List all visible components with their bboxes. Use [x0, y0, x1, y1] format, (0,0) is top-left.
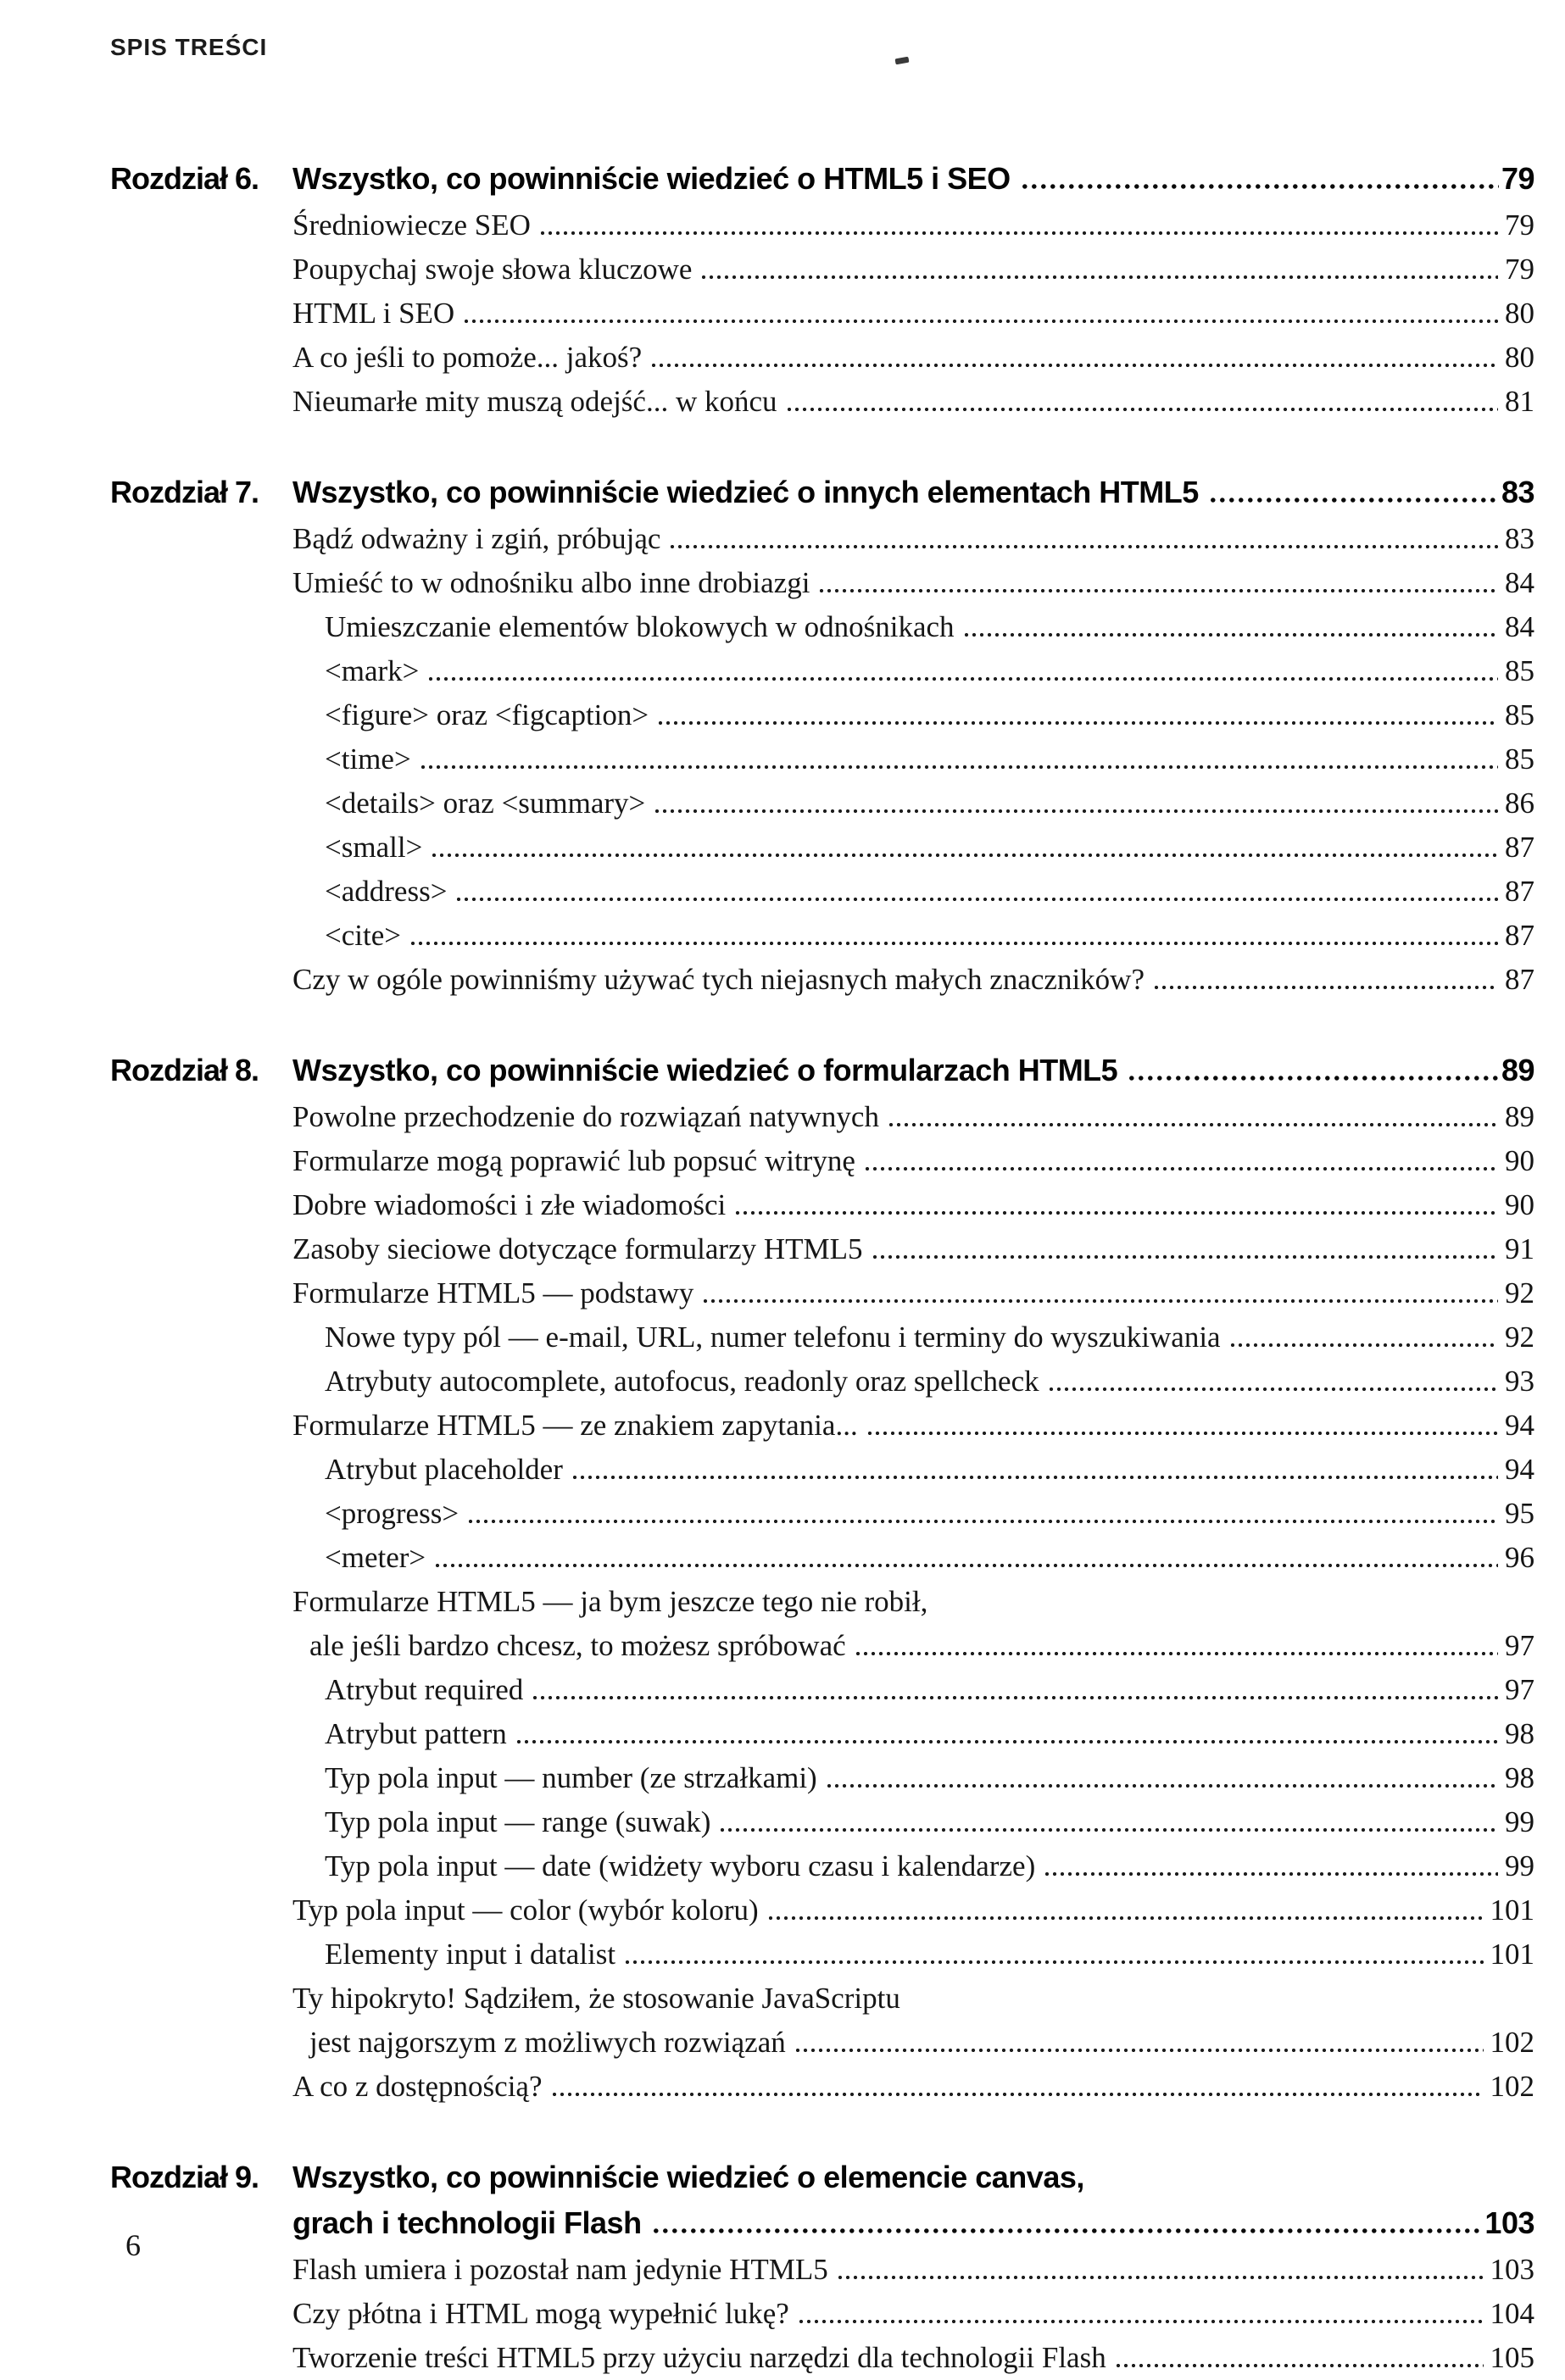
entry-title: Nieumarłe mity muszą odejść... w końcu — [292, 385, 777, 418]
toc-entry — [292, 2065, 1534, 2109]
toc-entry-line — [325, 1932, 1534, 1977]
entry-page-number: 91 — [1505, 1232, 1534, 1265]
toc-entry — [292, 2336, 1534, 2380]
entry-title: Typ pola input — number (ze strzałkami) — [325, 1761, 817, 1794]
toc-entry — [292, 1139, 1534, 1183]
toc-entry — [325, 1536, 1534, 1580]
entry-title: Poupychaj swoje słowa kluczowe — [292, 253, 693, 286]
toc-entry — [325, 781, 1534, 826]
toc-entry — [292, 336, 1534, 380]
toc-entry-line — [292, 2292, 1534, 2336]
entry-page-number: 93 — [1505, 1365, 1534, 1398]
dot-leader — [736, 1211, 1498, 1215]
toc-entry-line — [292, 203, 1534, 247]
entry-title: Atrybut pattern — [325, 1717, 507, 1750]
dot-leader — [838, 2276, 1484, 2279]
dot-leader — [655, 809, 1498, 813]
entry-page-number: 90 — [1505, 1188, 1534, 1221]
dot-leader — [626, 1960, 1483, 1964]
toc-entry — [292, 1404, 1534, 1448]
toc-entry — [292, 561, 1534, 605]
entry-title: <details> oraz <summary> — [325, 787, 646, 820]
dot-leader — [704, 1299, 1498, 1303]
dot-leader — [866, 1167, 1498, 1171]
dot-leader — [652, 364, 1498, 367]
toc-entry-line — [292, 561, 1534, 605]
entry-title: Tworzenie treści HTML5 przy użyciu narzędzi dla technologii Flash — [292, 2341, 1106, 2374]
entry-page-number: 84 — [1505, 566, 1534, 599]
toc-entry-line — [292, 1404, 1534, 1448]
entry-page-number: 94 — [1505, 1453, 1534, 1486]
toc-entry — [292, 380, 1534, 424]
entry-title: Umieszczanie elementów blokowych w odnośnikach — [325, 610, 955, 643]
chapter-page-number: 79 — [1501, 161, 1534, 196]
dot-leader — [465, 320, 1498, 323]
entry-page-number: 102 — [1490, 2026, 1534, 2059]
chapter-entries — [292, 517, 1534, 1002]
toc-entry — [325, 914, 1534, 958]
toc-entry — [292, 958, 1534, 1002]
toc-entry — [292, 1227, 1534, 1271]
toc-entry — [292, 2248, 1534, 2292]
toc-entry — [325, 605, 1534, 649]
chapter-title-block — [292, 2155, 1534, 2246]
entry-page-number: 94 — [1505, 1409, 1534, 1442]
toc-entry-line — [325, 1448, 1534, 1492]
entry-page-number: 97 — [1505, 1629, 1534, 1662]
chapter-title: Wszystko, co powinniście wiedzieć o formularzach HTML5 — [292, 1053, 1118, 1087]
toc-entry-line — [292, 517, 1534, 561]
chapter-label: Rozdział 8. — [110, 1053, 259, 1087]
toc-entry-line — [292, 1183, 1534, 1227]
toc-entry-line — [292, 1977, 1534, 2021]
dot-leader — [827, 1784, 1498, 1788]
dot-leader — [654, 2228, 1483, 2233]
entry-page-number: 92 — [1505, 1276, 1534, 1310]
toc-entry — [325, 1800, 1534, 1844]
toc-entry-line — [325, 1800, 1534, 1844]
entry-title: Formularze HTML5 — podstawy — [292, 1276, 694, 1310]
chapter-row — [110, 470, 1534, 515]
chapter-title-line — [292, 156, 1534, 202]
entry-page-number: 95 — [1505, 1497, 1534, 1530]
chapter-section — [110, 470, 1534, 1002]
toc-entry-line — [292, 1227, 1534, 1271]
entry-title: Formularze HTML5 — ze znakiem zapytania... — [292, 1409, 858, 1442]
page-number: 6 — [125, 2228, 141, 2262]
toc-entry-line — [325, 649, 1534, 693]
entry-title: A co jeśli to pomoże... jakoś? — [292, 341, 643, 374]
entry-title: Umieść to w odnośniku albo inne drobiazgi — [292, 566, 810, 599]
toc-entry — [325, 1448, 1534, 1492]
dot-leader — [788, 408, 1498, 411]
dot-leader — [411, 942, 1498, 945]
entry-title: <time> — [325, 742, 411, 776]
dot-leader — [1231, 1343, 1498, 1347]
toc-entry-line — [325, 605, 1534, 649]
toc-entry — [292, 1271, 1534, 1315]
dot-leader — [533, 1696, 1498, 1699]
dot-leader — [436, 1564, 1498, 1567]
chapter-row — [110, 156, 1534, 202]
chapter-title-block — [292, 470, 1534, 515]
toc-entry — [325, 649, 1534, 693]
toc-entry-line — [325, 1536, 1534, 1580]
entry-title: Powolne przechodzenie do rozwiązań natywnych — [292, 1100, 879, 1133]
entry-page-number: 79 — [1505, 253, 1534, 286]
toc-entry-line — [292, 2065, 1534, 2109]
chapter-section — [110, 2155, 1534, 2380]
entry-title: Typ pola input — color (wybór koloru) — [292, 1893, 759, 1927]
chapter-entries — [292, 203, 1534, 424]
page-header-title: SPIS TREŚCI — [110, 34, 268, 60]
entry-title: <small> — [325, 831, 423, 864]
entry-page-number: 83 — [1505, 522, 1534, 555]
toc-entry-line — [325, 1360, 1534, 1404]
toc-entry-line — [292, 336, 1534, 380]
toc-entry-line — [292, 292, 1534, 336]
dot-leader — [1211, 498, 1499, 503]
entry-title: ale jeśli bardzo chcesz, to możesz spróbować — [309, 1629, 846, 1662]
entry-title: A co z dostępnością? — [292, 2070, 543, 2103]
toc-entry-line — [309, 2021, 1534, 2065]
dot-leader — [769, 1916, 1484, 1920]
toc-entry — [325, 737, 1534, 781]
chapter-title-line — [292, 1048, 1534, 1093]
entry-page-number: 87 — [1505, 875, 1534, 908]
chapter-title: grach i technologii Flash — [292, 2205, 642, 2240]
toc-entry-line — [325, 1315, 1534, 1360]
toc-entry — [325, 1315, 1534, 1360]
toc-entry-line — [292, 247, 1534, 292]
entry-title: Dobre wiadomości i złe wiadomości — [292, 1188, 727, 1221]
toc-entry — [325, 826, 1534, 870]
dot-leader — [432, 854, 1498, 857]
toc-entry — [325, 1668, 1534, 1712]
toc-entry-line — [292, 380, 1534, 424]
entry-page-number: 101 — [1490, 1893, 1534, 1927]
chapter-title-block — [292, 1048, 1534, 1093]
dot-leader — [429, 677, 1498, 681]
entry-page-number: 103 — [1490, 2253, 1534, 2286]
entry-page-number: 101 — [1490, 1938, 1534, 1971]
dot-leader — [856, 1652, 1498, 1655]
dot-leader — [820, 589, 1498, 592]
entry-title: Atrybuty autocomplete, autofocus, readonly oraz spellcheck — [325, 1365, 1039, 1398]
entry-page-number: 81 — [1505, 385, 1534, 418]
toc-entry — [292, 1095, 1534, 1139]
entry-page-number: 87 — [1505, 831, 1534, 864]
toc-entry — [325, 1712, 1534, 1756]
toc-entry-line — [292, 2248, 1534, 2292]
entry-page-number: 99 — [1505, 1805, 1534, 1838]
toc-entry-line — [292, 1139, 1534, 1183]
chapter-row — [110, 2155, 1534, 2246]
chapter-title: Wszystko, co powinniście wiedzieć o elemencie canvas, — [292, 2160, 1084, 2194]
dot-leader — [517, 1740, 1498, 1743]
dot-leader — [1129, 1076, 1499, 1081]
toc-entry — [292, 292, 1534, 336]
entry-page-number: 92 — [1505, 1321, 1534, 1354]
toc-entry-line — [309, 1624, 1534, 1668]
toc-entry-line — [292, 1095, 1534, 1139]
dot-leader — [1050, 1387, 1498, 1391]
chapter-title-line — [292, 2200, 1534, 2246]
toc-entry-line — [325, 1668, 1534, 1712]
chapter-row — [110, 1048, 1534, 1093]
toc-entry-line — [292, 958, 1534, 1002]
dot-leader — [721, 1828, 1498, 1832]
toc-entry — [292, 1580, 1534, 1668]
chapter-title-line — [292, 470, 1534, 515]
toc-entry-line — [325, 870, 1534, 914]
entry-title: Atrybut required — [325, 1673, 524, 1706]
dot-leader — [553, 2093, 1484, 2096]
dot-leader — [541, 231, 1498, 235]
entry-title: <cite> — [325, 919, 401, 952]
toc-entry-line — [325, 1712, 1534, 1756]
entry-page-number: 80 — [1505, 341, 1534, 374]
toc-entry-line — [325, 737, 1534, 781]
chapter-label: Rozdział 9. — [110, 2160, 259, 2194]
entry-page-number: 84 — [1505, 610, 1534, 643]
chapter-entries — [292, 2248, 1534, 2380]
entry-title: jest najgorszym z możliwych rozwiązań — [309, 2026, 786, 2059]
dot-leader — [671, 545, 1498, 548]
dot-leader — [1045, 1872, 1498, 1876]
dot-leader — [469, 1520, 1498, 1523]
entry-page-number: 80 — [1505, 297, 1534, 330]
entry-title: Zasoby sieciowe dotyczące formularzy HTML5 — [292, 1232, 863, 1265]
toc-entry — [292, 1183, 1534, 1227]
toc-entry-line — [325, 826, 1534, 870]
dot-leader — [1022, 184, 1499, 189]
dot-leader — [702, 275, 1498, 279]
entry-title: Flash umiera i pozostał nam jedynie HTML5 — [292, 2253, 828, 2286]
toc-entry — [292, 1977, 1534, 2065]
toc-entry-line — [292, 2336, 1534, 2380]
toc-entry-line — [325, 914, 1534, 958]
toc-entry — [325, 870, 1534, 914]
chapter-page-number: 103 — [1484, 2205, 1534, 2240]
entry-page-number: 99 — [1505, 1849, 1534, 1882]
chapter-entries — [292, 1095, 1534, 2109]
dot-leader — [457, 898, 1498, 901]
entry-title: Formularze HTML5 — ja bym jeszcze tego nie robił, — [292, 1585, 928, 1618]
entry-page-number: 87 — [1505, 919, 1534, 952]
toc-entry — [325, 1492, 1534, 1536]
toc-entry-line — [325, 781, 1534, 826]
entry-title: Nowe typy pól — e-mail, URL, numer telefonu i terminy do wyszukiwania — [325, 1321, 1221, 1354]
toc-entry-line — [325, 1756, 1534, 1800]
toc-entry — [292, 1888, 1534, 1932]
chapter-page-number: 89 — [1501, 1053, 1534, 1087]
toc-entry — [325, 693, 1534, 737]
entry-page-number: 85 — [1505, 698, 1534, 731]
toc-entry — [325, 1844, 1534, 1888]
toc-entry-line — [325, 693, 1534, 737]
entry-page-number: 85 — [1505, 742, 1534, 776]
entry-title: Czy płótna i HTML mogą wypełnić lukę? — [292, 2297, 789, 2330]
entry-page-number: 102 — [1490, 2070, 1534, 2103]
toc-entry — [292, 203, 1534, 247]
chapter-label: Rozdział 7. — [110, 475, 259, 509]
entry-page-number: 79 — [1505, 209, 1534, 242]
toc-entry — [292, 517, 1534, 561]
entry-title: Atrybut placeholder — [325, 1453, 563, 1486]
entry-title: Bądź odważny i zgiń, próbując — [292, 522, 661, 555]
dot-leader — [659, 721, 1498, 725]
entry-title: <figure> oraz <figcaption> — [325, 698, 649, 731]
dot-leader — [573, 1476, 1498, 1479]
entry-page-number: 104 — [1490, 2297, 1534, 2330]
entry-page-number: 89 — [1505, 1100, 1534, 1133]
toc-entry-line — [325, 1492, 1534, 1536]
toc-entry-line — [292, 1580, 1534, 1624]
entry-title: Elementy input i datalist — [325, 1938, 616, 1971]
entry-title: HTML i SEO — [292, 297, 455, 330]
entry-title: <meter> — [325, 1541, 426, 1574]
dot-leader — [889, 1123, 1498, 1126]
entry-title: Typ pola input — date (widżety wyboru czasu i kalendarze) — [325, 1849, 1036, 1882]
dot-leader — [873, 1255, 1498, 1259]
toc-entry-line — [325, 1844, 1534, 1888]
entry-title: Czy w ogóle powinniśmy używać tych niejasnych małych znaczników? — [292, 963, 1145, 996]
chapter-title: Wszystko, co powinniście wiedzieć o innych elementach HTML5 — [292, 475, 1199, 509]
toc-list — [110, 156, 1534, 2380]
chapter-section — [110, 156, 1534, 424]
entry-title: Średniowiecze SEO — [292, 209, 531, 242]
entry-page-number: 86 — [1505, 787, 1534, 820]
chapter-title-line — [292, 2155, 1534, 2200]
entry-page-number: 98 — [1505, 1717, 1534, 1750]
dot-leader — [868, 1432, 1498, 1435]
toc-entry — [325, 1360, 1534, 1404]
entry-title: <progress> — [325, 1497, 459, 1530]
toc-entry-line — [292, 1888, 1534, 1932]
entry-page-number: 97 — [1505, 1673, 1534, 1706]
dot-leader — [1155, 986, 1498, 989]
dot-leader — [799, 2320, 1484, 2323]
chapter-page-number: 83 — [1501, 475, 1534, 509]
chapter-title: Wszystko, co powinniście wiedzieć o HTML5 i SEO — [292, 161, 1011, 196]
chapter-title-block — [292, 156, 1534, 202]
dot-leader — [1117, 2364, 1484, 2367]
dot-leader — [421, 765, 1498, 769]
entry-title: Ty hipokryto! Sądziłem, że stosowanie JavaScriptu — [292, 1982, 900, 2015]
entry-title: Typ pola input — range (suwak) — [325, 1805, 711, 1838]
entry-title: <mark> — [325, 654, 420, 687]
entry-title: Formularze mogą poprawić lub popsuć witrynę — [292, 1144, 855, 1177]
entry-page-number: 96 — [1505, 1541, 1534, 1574]
chapter-section — [110, 1048, 1534, 2109]
entry-page-number: 87 — [1505, 963, 1534, 996]
entry-title: <address> — [325, 875, 448, 908]
toc-entry — [325, 1756, 1534, 1800]
toc-entry — [292, 2292, 1534, 2336]
entry-page-number: 105 — [1490, 2341, 1534, 2374]
scan-artifact — [895, 57, 910, 65]
dot-leader — [965, 633, 1498, 637]
dot-leader — [796, 2049, 1484, 2052]
toc-entry-line — [292, 1271, 1534, 1315]
chapter-label: Rozdział 6. — [110, 161, 259, 196]
entry-page-number: 90 — [1505, 1144, 1534, 1177]
entry-page-number: 85 — [1505, 654, 1534, 687]
entry-page-number: 98 — [1505, 1761, 1534, 1794]
toc-entry — [292, 247, 1534, 292]
toc-entry — [325, 1932, 1534, 1977]
